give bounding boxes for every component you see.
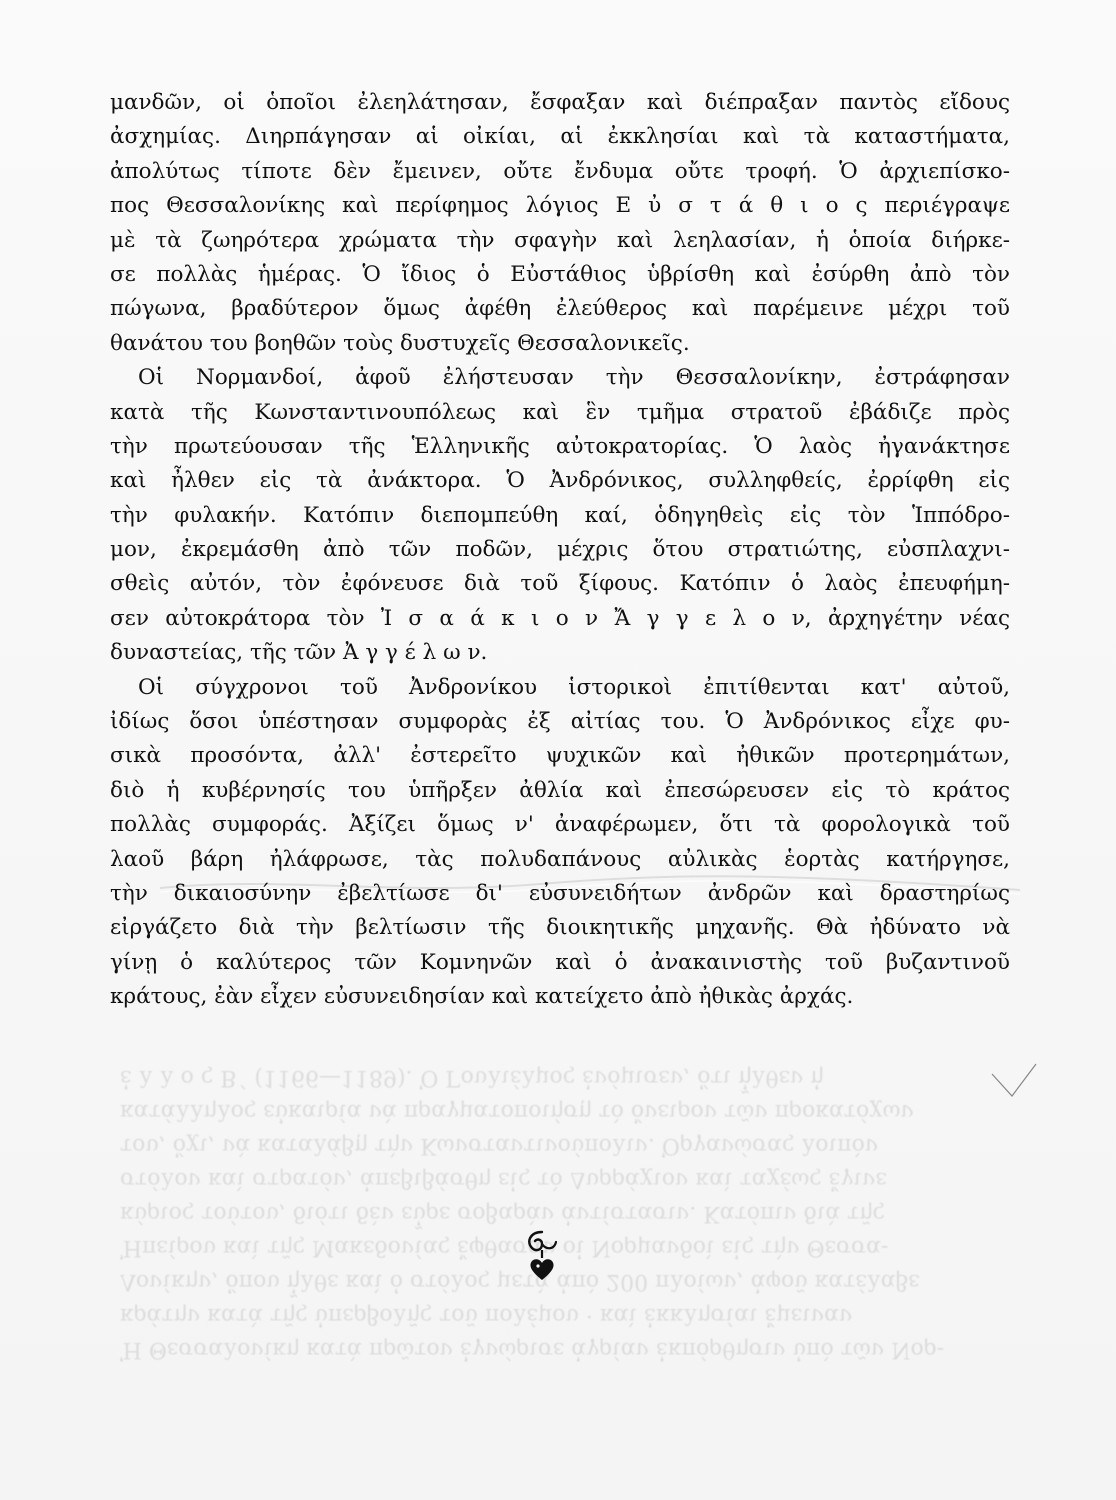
text-line: τὴν δικαιοσύνην ἐβελτίωσε δι' εὐσυνειδήτων ἀνδρῶν καὶ δραστηρίως (110, 880, 1010, 906)
text-line: πος Θεσσαλονίκης καὶ περίφημος λόγιος Ε ὐ σ τ ά θ ι ο ς περιέγραψε (110, 193, 1010, 219)
paragraph-3 (110, 671, 1010, 1015)
text-line: πολλὰς συμφοράς. Ἀξίζει ὅμως ν' ἀναφέρωμεν, ὅτι τὰ φορολογικὰ τοῦ (110, 812, 1010, 838)
text-line: ἰδίως ὅσοι ὑπέστησαν συμφορὰς ἐξ αἰτίας του. Ὁ Ἀνδρόνικος εἶχε φυ- (110, 709, 1010, 735)
text-line: κράτους, ἐὰν εἶχεν εὐσυνειδησίαν καὶ κατείχετο ἀπὸ ἠθικὰς ἀρχάς. (110, 984, 854, 1010)
paragraph-1 (110, 86, 1010, 361)
text-line: σθεὶς αὐτόν, τὸν ἐφόνευσε διὰ τοῦ ξίφους. Κατόπιν ὁ λαὸς ἐπευφήμη- (110, 571, 1010, 597)
paragraph-2 (110, 361, 1010, 671)
body-text (110, 86, 1010, 1015)
text-line: τὴν φυλακήν. Κατόπιν διεπομπεύθη καί, ὁδηγηθεὶς εἰς τὸν Ἱππόδρο- (110, 502, 1010, 528)
pencil-tick-mark (990, 1060, 1040, 1100)
text-line: θανάτου του βοηθῶν τοὺς δυστυχεῖς Θεσσαλονικεῖς. (110, 330, 690, 356)
text-line: μον, ἐκρεμάσθη ἀπὸ τῶν ποδῶν, μέχρις ὅτου στρατιώτης, εὐσπλαχνι- (110, 537, 1010, 563)
text-line: ἀπολύτως τίποτε δὲν ἔμεινεν, οὔτε ἔνδυμα οὔτε τροφή. Ὁ ἀρχιεπίσκο- (110, 158, 1010, 184)
text-line: καὶ ἦλθεν εἰς τὰ ἀνάκτορα. Ὁ Ἀνδρόνικος, συλληφθείς, ἐρρίφθη εἰς (110, 468, 1010, 494)
text-line: ἀσχημίας. Διηρπάγησαν αἱ οἰκίαι, αἱ ἐκκλησίαι καὶ τὰ καταστήματα, (110, 124, 1010, 150)
text-line: σε πολλὰς ἡμέρας. Ὁ ἴδιος ὁ Εὐστάθιος ὑβρίσθη καὶ ἐσύρθη ἀπὸ τὸν (110, 261, 1010, 287)
text-line: εἰργάζετο διὰ τὴν βελτίωσιν τῆς διοικητικῆς μηχανῆς. Θὰ ἠδύνατο νὰ (110, 915, 1010, 941)
text-line: Οἱ σύγχρονοι τοῦ Ἀνδρονίκου ἱστορικοὶ ἐπιτίθενται κατ' αὐτοῦ, (138, 674, 1010, 700)
text-line: σικὰ προσόντα, ἀλλ' ἐστερεῖτο ψυχικῶν καὶ ἠθικῶν προτερημάτων, (110, 743, 1010, 769)
text-line: κατὰ τῆς Κωνσταντινουπόλεως καὶ ἓν τμῆμα στρατοῦ ἐβάδιζε πρὸς (110, 399, 1010, 425)
text-line: Οἱ Νορμανδοί, ἀφοῦ ἐλήστευσαν τὴν Θεσσαλονίκην, ἐστράφησαν (138, 365, 1010, 391)
text-line: σεν αὐτοκράτορα τὸν Ἰ σ α ά κ ι ο ν Ἄ γ γ ε λ ο ν, ἀρχηγέτην νέας (110, 605, 1010, 631)
text-line: γίνῃ ὁ καλύτερος τῶν Κομνηνῶν καὶ ὁ ἀνακαινιστὴς τοῦ βυζαντινοῦ (110, 949, 1010, 975)
text-line: μὲ τὰ ζωηρότερα χρώματα τὴν σφαγὴν καὶ λεηλασίαν, ἡ ὁποία διήρκε- (110, 227, 1010, 253)
show-through-texture: Ἡ Θεσσαλονίκη κατὰ πρῶτον ἐγνώρισε ἀγρίαν ἐκπόρθησιν ὑπὸ τῶν Νορ- κράτην κατὰ τῆς ὑπερβολῆς τοῦ πολέμου · καὶ ἐκκλησίαι ἔμειναν Λονίκην, ὅπου ἦλθε καὶ ὁ στόλος μετὰ ἀπὸ 200 πλοίων, ἀφοῦ κατέλαβε Ἠπείρου καὶ τῆς Μακεδονίας ἔφθασαν οἱ Νορμανδοὶ εἰς τὴν Θεσσα- κύριος τούτου, διότι δὲν εὗρε σοβαρὰν ἀντίστασιν. Κατόπιν διὰ τῆς στόλον καὶ στρατόν, ἀπεβιβάσθη εἰς τὸ Δυρράχιον καὶ ταχέως ἔγινε του, ὅχι, νὰ καταλάβῃ τὴν Κωνσταντινούπολιν. Ὀργανώσας λοιπὸν κατάλληλος εὐκαιρία νὰ πραγματοποιήσῃ τὸ ὄνειρον τῶν προκατόχων ἐ λ λ ο ς Β΄ (1166—1189). Ὁ Γουλιέλμος ἐνόμισεν, ὅτι ἦλθεν ἡ (120, 1065, 945, 1362)
fleuron-icon (522, 1228, 562, 1284)
text-line: πώγωνα, βραδύτερον ὅμως ἀφέθη ἐλεύθερος καὶ παρέμεινε μέχρι τοῦ (110, 296, 1010, 322)
text-line: διὸ ἡ κυβέρνησίς του ὑπῆρξεν ἀθλία καὶ ἐπεσώρευσεν εἰς τὸ κράτος (110, 777, 1010, 803)
text-line: μανδῶν, οἱ ὁποῖοι ἐλεηλάτησαν, ἔσφαξαν καὶ διέπραξαν παντὸς εἴδους (110, 90, 1010, 115)
text-line: λαοῦ βάρη ἠλάφρωσε, τὰς πολυδαπάνους αὐλικὰς ἑορτὰς κατήργησε, (110, 846, 1010, 872)
text-line: δυναστείας, τῆς τῶν Ἀ γ γ έ λ ω ν. (110, 640, 488, 666)
text-line: τὴν πρωτεύουσαν τῆς Ἑλληνικῆς αὐτοκρατορίας. Ὁ λαὸς ἠγανάκτησε (110, 433, 1010, 459)
